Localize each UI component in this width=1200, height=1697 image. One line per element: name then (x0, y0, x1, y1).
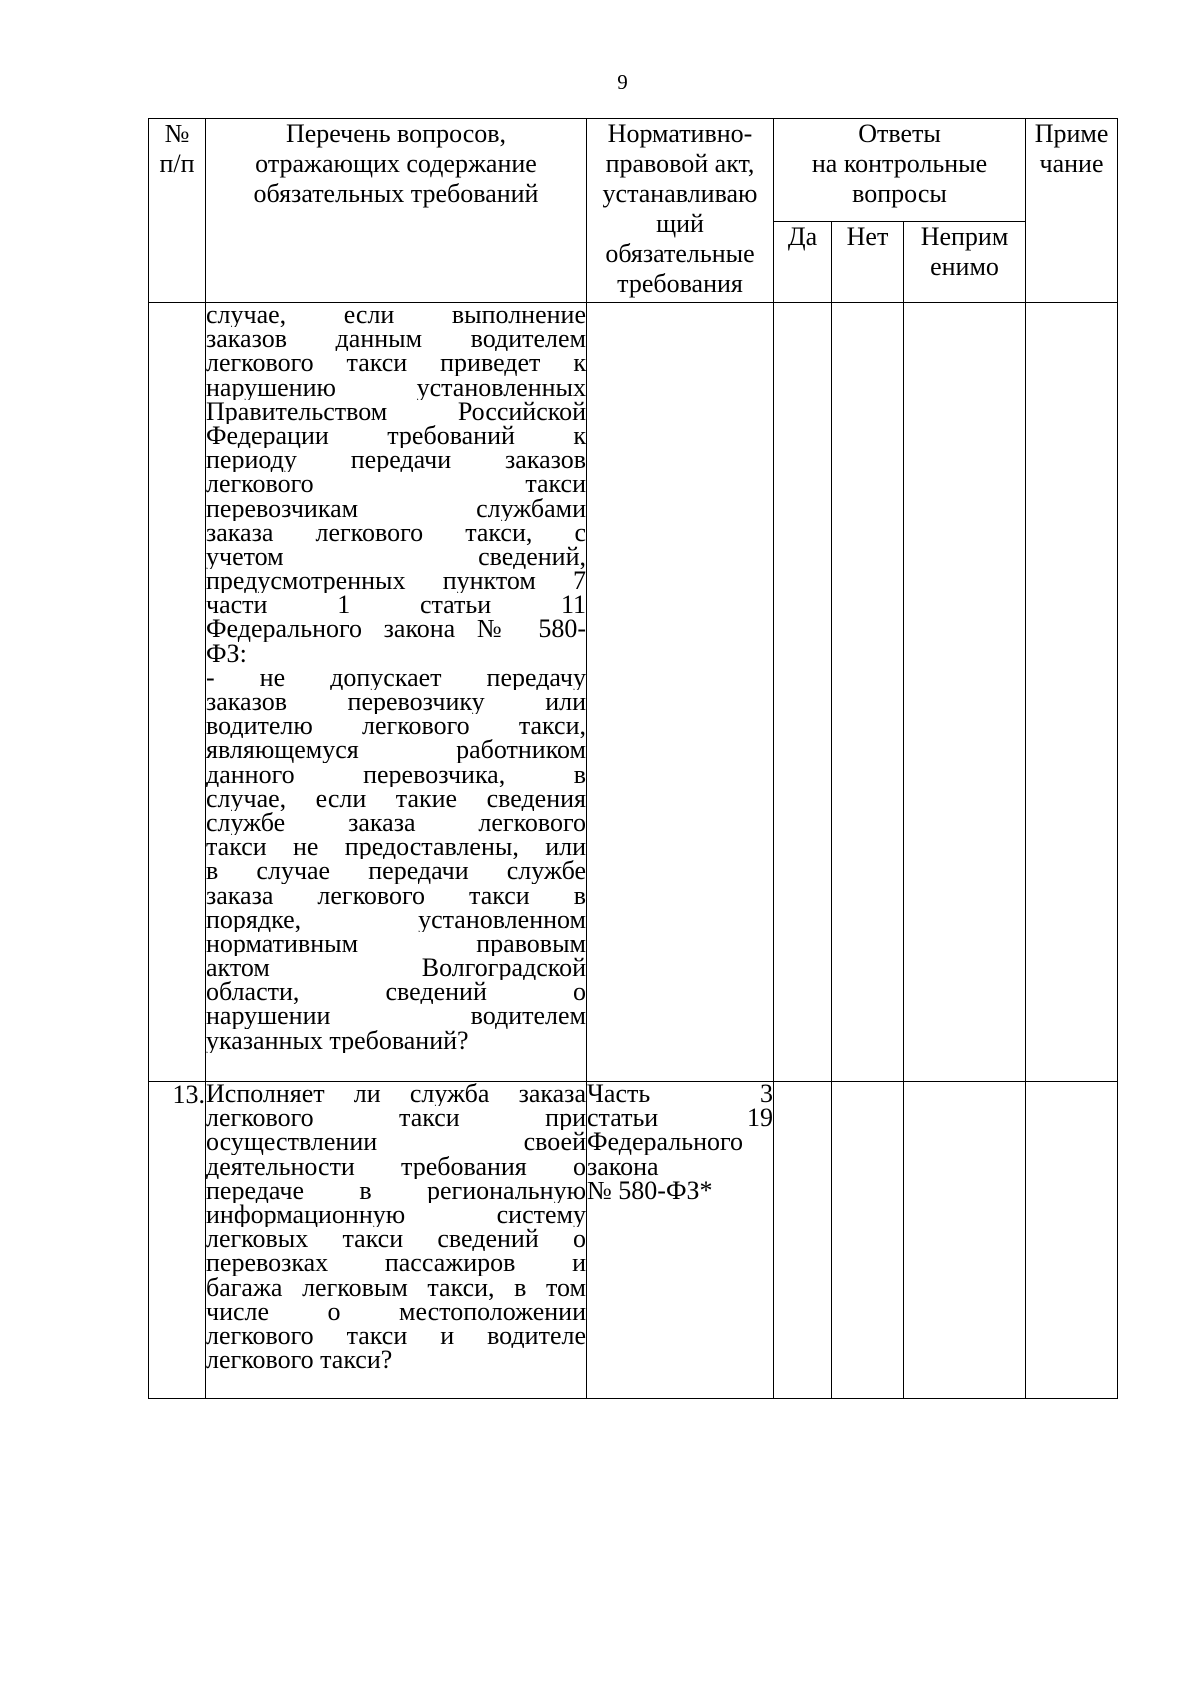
checklist-table (148, 118, 1118, 1399)
text-line: являющемуся работником (206, 738, 586, 763)
text-line: Исполняет ли служба заказа (206, 1082, 586, 1107)
header-legal-act: Нормативно- правовой акт, устанавливаю щий обязательные требования (587, 119, 774, 303)
text-line: легковых такси сведений о (206, 1227, 586, 1252)
answer-not-applicable-cell[interactable] (904, 1082, 1026, 1399)
header-yes: Да (774, 222, 832, 303)
header-note: Приме чание (1026, 119, 1118, 303)
note-cell[interactable] (1026, 1082, 1118, 1399)
text-line: легкового такси (206, 472, 586, 497)
text-line: учетом сведений, (206, 544, 586, 570)
answer-no-cell[interactable] (832, 1082, 904, 1399)
text-line: перевозчикам службами (206, 496, 586, 521)
answer-not-applicable-cell[interactable] (904, 303, 1026, 1082)
table-row (149, 303, 1118, 1082)
header-not-applicable: Неприм енимо (904, 222, 1026, 303)
legal-act-cell (587, 1082, 774, 1399)
text-line: порядке, установленном (206, 907, 586, 932)
text-line: Федерального (587, 1130, 744, 1155)
text-line: области, сведений о (206, 980, 586, 1005)
text-line: данного перевозчика, в (206, 762, 586, 787)
text-line: информационную систему (206, 1202, 586, 1228)
answer-yes-cell[interactable] (774, 303, 832, 1082)
answer-yes-cell[interactable] (774, 1082, 832, 1399)
text-line: указанных требований? (206, 1028, 469, 1053)
header-no: Нет (832, 222, 904, 303)
text-line: заказов данным водителем (206, 327, 586, 352)
text-line: легкового такси? (206, 1348, 393, 1373)
note-cell[interactable] (1026, 303, 1118, 1082)
text-line: случае, если выполнение (206, 303, 586, 328)
text-line: осуществлении своей (206, 1130, 586, 1155)
text-line: багажа легковым такси, в том (206, 1275, 586, 1300)
text-line: в случае передачи службе (206, 859, 586, 884)
row-number: 13. (149, 1082, 206, 1399)
answer-no-cell[interactable] (832, 303, 904, 1082)
text-line: нормативным правовым (206, 931, 586, 957)
text-line: ФЗ: (206, 641, 247, 666)
text-line: части 1 статьи 11 (206, 593, 586, 618)
text-line: закона (587, 1154, 659, 1179)
text-line: деятельности требования о (206, 1154, 586, 1179)
text-line: № 580-ФЗ* (587, 1178, 713, 1203)
text-line: водителю легкового такси, (206, 714, 586, 739)
text-line: предусмотренных пунктом 7 (206, 569, 586, 594)
text-line: Правительством Российской (206, 399, 586, 424)
text-line: легкового такси при (206, 1106, 586, 1131)
header-number: № п/п (149, 119, 206, 303)
text-line: легкового такси приведет к (206, 351, 586, 376)
text-line: нарушении водителем (206, 1004, 586, 1029)
text-line: - не допускает передачу (206, 665, 586, 690)
text-line: статьи 19 (587, 1106, 773, 1131)
text-line: передаче в региональную (206, 1178, 586, 1203)
question-cell (206, 1082, 587, 1399)
text-line: заказа легкового такси в (206, 883, 586, 908)
header-answers: Ответы на контрольные вопросы (774, 119, 1026, 222)
text-line: актом Волгоградской (206, 956, 586, 981)
text-line: числе о местоположении (206, 1299, 586, 1324)
text-line: перевозках пассажиров и (206, 1251, 586, 1276)
text-line: Федерального закона № 580- (206, 617, 586, 642)
text-line: заказа легкового такси, с (206, 520, 586, 545)
text-line: такси не предоставлены, или (206, 835, 586, 860)
text-line: Федерации требований к (206, 423, 586, 449)
row-number (149, 303, 206, 1082)
text-line: службе заказа легкового (206, 810, 586, 836)
header-questions: Перечень вопросов, отражающих содержание обязательных требований (206, 119, 587, 303)
question-cell (206, 303, 587, 1082)
text-line: Часть 3 (587, 1082, 773, 1107)
legal-act-cell (587, 303, 774, 1082)
text-line: легкового такси и водителе (206, 1323, 586, 1349)
text-line: заказов перевозчику или (206, 690, 586, 715)
text-line: случае, если такие сведения (206, 786, 586, 811)
page-number: 9 (617, 70, 628, 94)
text-line: нарушению установленных (206, 375, 586, 400)
text-line: периоду передачи заказов (206, 448, 586, 473)
table-row (149, 1082, 1118, 1399)
